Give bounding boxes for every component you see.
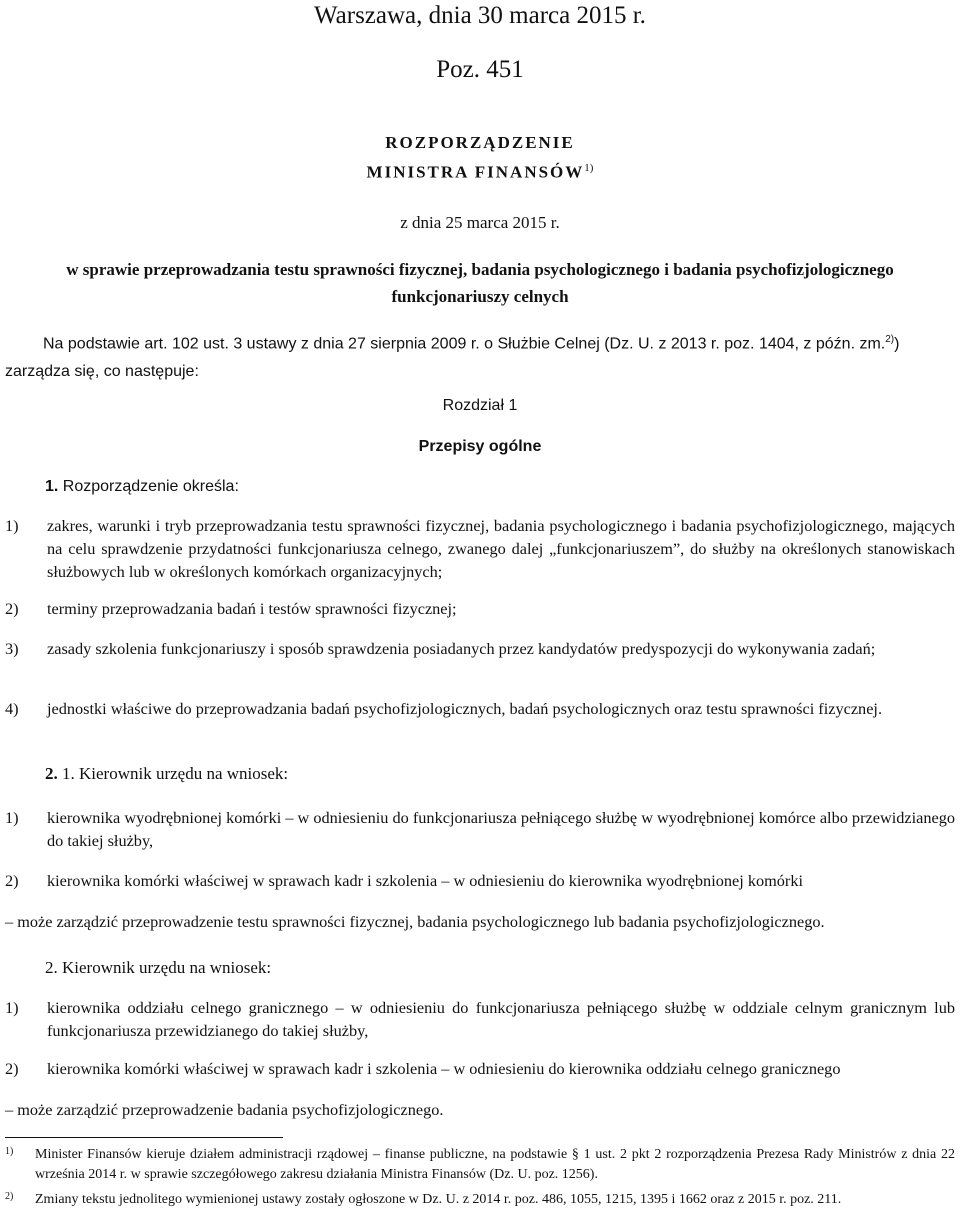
list-item-text: zasady szkolenia funkcjonariuszy i sposób sprawdzenia posiadanych przez kandydatów predyspozycji do wykonywania zadań; bbox=[47, 639, 876, 658]
list-item bbox=[5, 996, 955, 1042]
chapter-title: Przepisy ogólne bbox=[418, 438, 542, 455]
preamble-text-end: ) zarządza się, co następuje: bbox=[5, 335, 900, 381]
document-date: z dnia 25 marca 2015 r. bbox=[400, 213, 560, 232]
document-author-text: MINISTRA FINANSÓW bbox=[366, 162, 585, 182]
document-subject: w sprawie przeprowadzania testu sprawności fizycznej, badania psychologicznego i badania psychofizjologicznego funkcjonariuszy celnych bbox=[66, 260, 894, 306]
list-item bbox=[5, 1057, 955, 1080]
list-item bbox=[5, 514, 955, 583]
place-date: Warszawa, dnia 30 marca 2015 r. bbox=[314, 2, 646, 29]
section-2-intro-text: 1. Kierownik urzędu na wniosek: bbox=[62, 764, 289, 783]
section-1-intro-text: Rozporządzenie określa: bbox=[62, 478, 239, 495]
list-item bbox=[5, 597, 955, 620]
section-1-label: 1. bbox=[45, 478, 59, 495]
section-2-ust-1-closing: – może zarządzić przeprowadzenie testu sprawności fizycznej, badania psychologicznego lub badania psychofizjologicznego. bbox=[5, 912, 825, 931]
footnote-text: Minister Finansów kieruje działem administracji rządowej – finanse publiczne, na podstawie § 1 ust. 2 pkt 2 rozporządzenia Prezesa Rady Ministrów z dnia 22 września 2014 r. w sprawie szczegółowego zakresu działania Ministra Finansów (Dz. U. poz. 1256). bbox=[35, 1147, 955, 1182]
preamble bbox=[5, 326, 955, 386]
list-item bbox=[5, 697, 955, 720]
list-item-text: terminy przeprowadzania badań i testów sprawności fizycznej; bbox=[47, 599, 457, 618]
list-item-number: 4) bbox=[5, 699, 19, 718]
footnote-ref-2[interactable]: 2) bbox=[885, 334, 895, 345]
list-item bbox=[5, 806, 955, 852]
preamble-text: Na podstawie art. 102 ust. 3 ustawy z dnia 27 sierpnia 2009 r. o Służbie Celnej (Dz. U. z 2013 r. poz. 1404, z późn. zm. bbox=[43, 335, 886, 353]
list-item-number: 1) bbox=[5, 808, 19, 827]
list-item-text: zakres, warunki i tryb przeprowadzania testu sprawności fizycznej, badania psychologicznego i badania psychofizjologicznego, mających na celu sprawdzenie przydatności funkcjonariusza celnego, zwanego dalej „funkcjonariuszem”, do służby na określonych stanowiskach służbowych lub w określonych komórkach organizacyjnych; bbox=[47, 516, 955, 581]
footnote bbox=[5, 1190, 955, 1210]
list-item bbox=[5, 637, 955, 660]
document-author bbox=[0, 162, 960, 183]
section-2-ust-2-closing: – może zarządzić przeprowadzenie badania psychofizjologicznego. bbox=[5, 1100, 444, 1119]
list-item-number: 3) bbox=[5, 639, 19, 658]
list-item bbox=[5, 869, 955, 892]
list-item-text: kierownika wyodrębnionej komórki – w odniesieniu do funkcjonariusza pełniącego służbę w wyodrębnionej komórce albo przewidzianego do takiej służby, bbox=[47, 808, 955, 850]
list-item-text: jednostki właściwe do przeprowadzania badań psychofizjologicznych, badań psychologicznych oraz testu sprawności fizycznej. bbox=[47, 699, 883, 718]
footnote-mark: 1) bbox=[5, 1146, 14, 1157]
list-item-text: kierownika komórki właściwej w sprawach kadr i szkolenia – w odniesieniu do kierownika wyodrębnionej komórki bbox=[47, 871, 803, 890]
section-2-label: 2. bbox=[45, 764, 58, 783]
list-item-text: kierownika komórki właściwej w sprawach kadr i szkolenia – w odniesieniu do kierownika oddziału celnego granicznego bbox=[47, 1059, 841, 1078]
footnote-divider bbox=[5, 1137, 283, 1138]
section-2-ust-2-intro: 2. Kierownik urzędu na wniosek: bbox=[45, 958, 272, 977]
footnote-text: Zmiany tekstu jednolitego wymienionej ustawy zostały ogłoszone w Dz. U. z 2014 r. poz. 486, 1055, 1215, 1395 i 1662 oraz z 2015 r. poz. 211. bbox=[35, 1192, 842, 1207]
list-item-number: 2) bbox=[5, 871, 19, 890]
chapter-number: Rozdział 1 bbox=[442, 397, 518, 414]
footnote-mark: 2) bbox=[5, 1191, 14, 1202]
list-item-text: kierownika oddziału celnego granicznego – w odniesieniu do funkcjonariusza pełniącego służbę w oddziale celnym granicznym lub funkcjonariusza przewidzianego do takiej służby, bbox=[47, 998, 955, 1040]
section-1-intro bbox=[45, 478, 239, 496]
section-2-intro bbox=[45, 764, 288, 784]
list-item-number: 2) bbox=[5, 599, 19, 618]
position-number: Poz. 451 bbox=[436, 56, 524, 83]
document-type: ROZPORZĄDZENIE bbox=[385, 133, 575, 152]
footnote-ref-1[interactable]: 1) bbox=[584, 162, 594, 174]
list-item-number: 1) bbox=[5, 998, 19, 1017]
list-item-number: 2) bbox=[5, 1059, 19, 1078]
list-item-number: 1) bbox=[5, 516, 19, 535]
footnote bbox=[5, 1145, 955, 1185]
